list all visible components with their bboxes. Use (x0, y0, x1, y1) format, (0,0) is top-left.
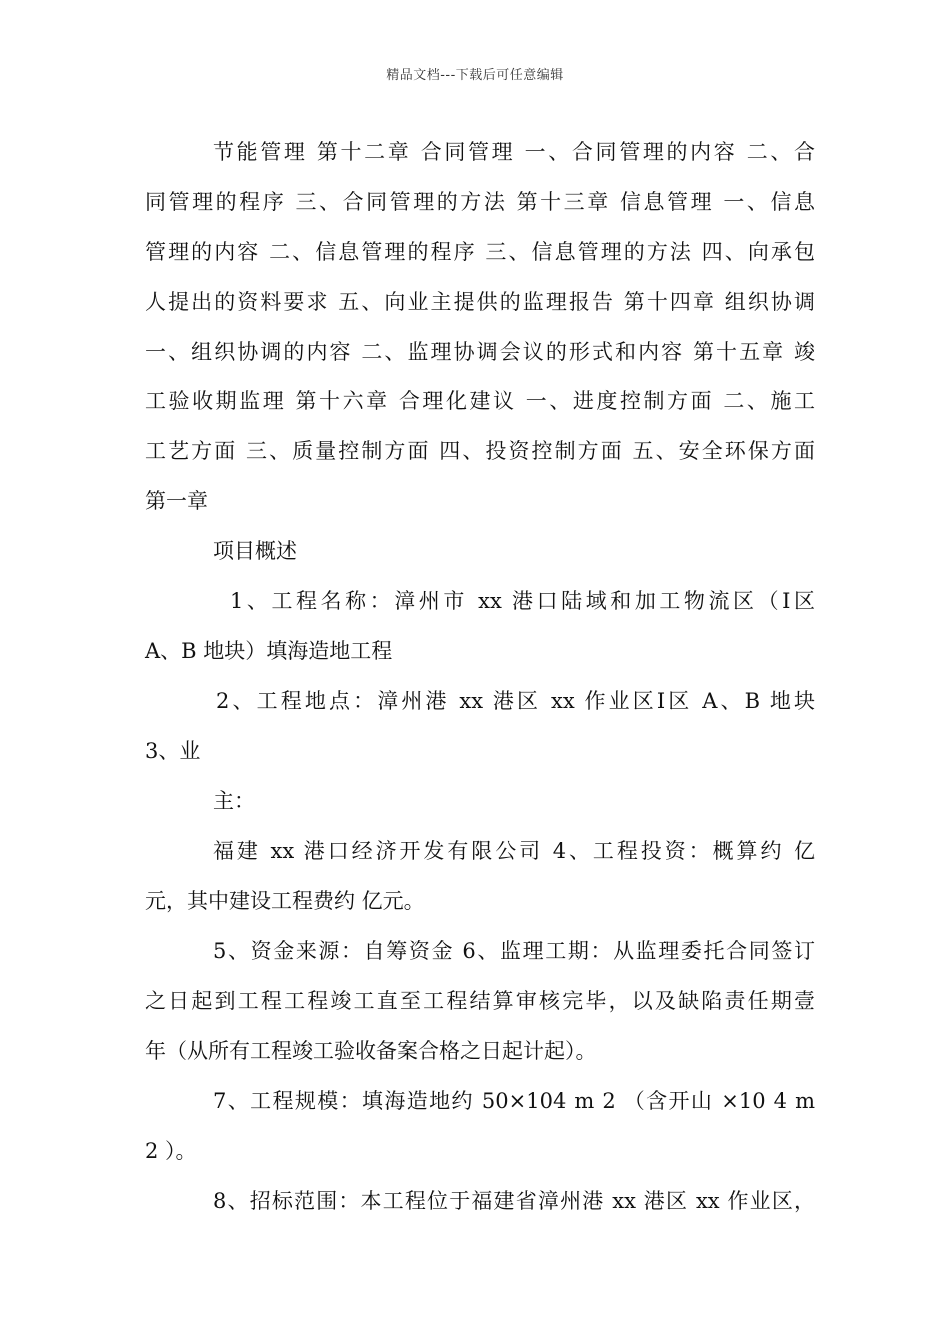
paragraph-line: 元，其中建设工程费约 亿元。 (145, 889, 425, 913)
paragraph-line: 年（从所有工程竣工验收备案合格之日起计起）。 (145, 1039, 597, 1063)
paragraph-line: 同管理的程序 三、合同管理的方法 第十三章 信息管理 一、信息 (145, 190, 815, 214)
paragraph-line: 管理的内容 二、信息管理的程序 三、信息管理的方法 四、向承包 (145, 240, 815, 264)
chapter-heading: 第一章 (145, 489, 208, 513)
paragraph-line: 人提出的资料要求 五、向业主提供的监理报告 第十四章 组织协调 (145, 290, 815, 314)
paragraph-line: 工艺方面 三、质量控制方面 四、投资控制方面 五、安全环保方面 (145, 439, 815, 463)
paragraph-line: A、B 地块）填海造地工程 (145, 639, 393, 663)
page-header: 精品文档---下载后可任意编辑 (386, 68, 564, 83)
paragraph-line: 节能管理 第十二章 合同管理 一、合同管理的内容 二、合 (213, 140, 815, 164)
paragraph-line: 一、组织协调的内容 二、监理协调会议的形式和内容 第十五章 竣 (145, 340, 815, 364)
paragraph-line: 7、工程规模：填海造地约 50×104 m 2 （含开山 ×10 4 m (213, 1089, 815, 1113)
paragraph-line: 8、招标范围：本工程位于福建省漳州港 xx 港区 xx 作业区， (213, 1189, 815, 1213)
paragraph-line: 2、工程地点：漳州港 xx 港区 xx 作业区Ⅰ区 A、B 地块 (216, 689, 815, 713)
paragraph-line: 5、资金来源：自筹资金 6、监理工期：从监理委托合同签订 (213, 939, 815, 963)
paragraph-line: 福建 xx 港口经济开发有限公司 4、工程投资：概算约 亿 (213, 839, 815, 863)
paragraph-line: 工验收期监理 第十六章 合理化建议 一、进度控制方面 二、施工 (145, 389, 815, 413)
section-heading: 项目概述 (213, 539, 297, 563)
paragraph-line: 3、业 (145, 739, 201, 763)
paragraph-line: 主： (213, 789, 255, 813)
paragraph-line: 之日起到工程工程竣工直至工程结算审核完毕，以及缺陷责任期壹 (145, 989, 815, 1013)
paragraph-line: 1、工程名称：漳州市 xx 港口陆域和加工物流区（Ⅰ区 (230, 589, 815, 613)
paragraph-line: 2 ）。 (145, 1139, 197, 1163)
